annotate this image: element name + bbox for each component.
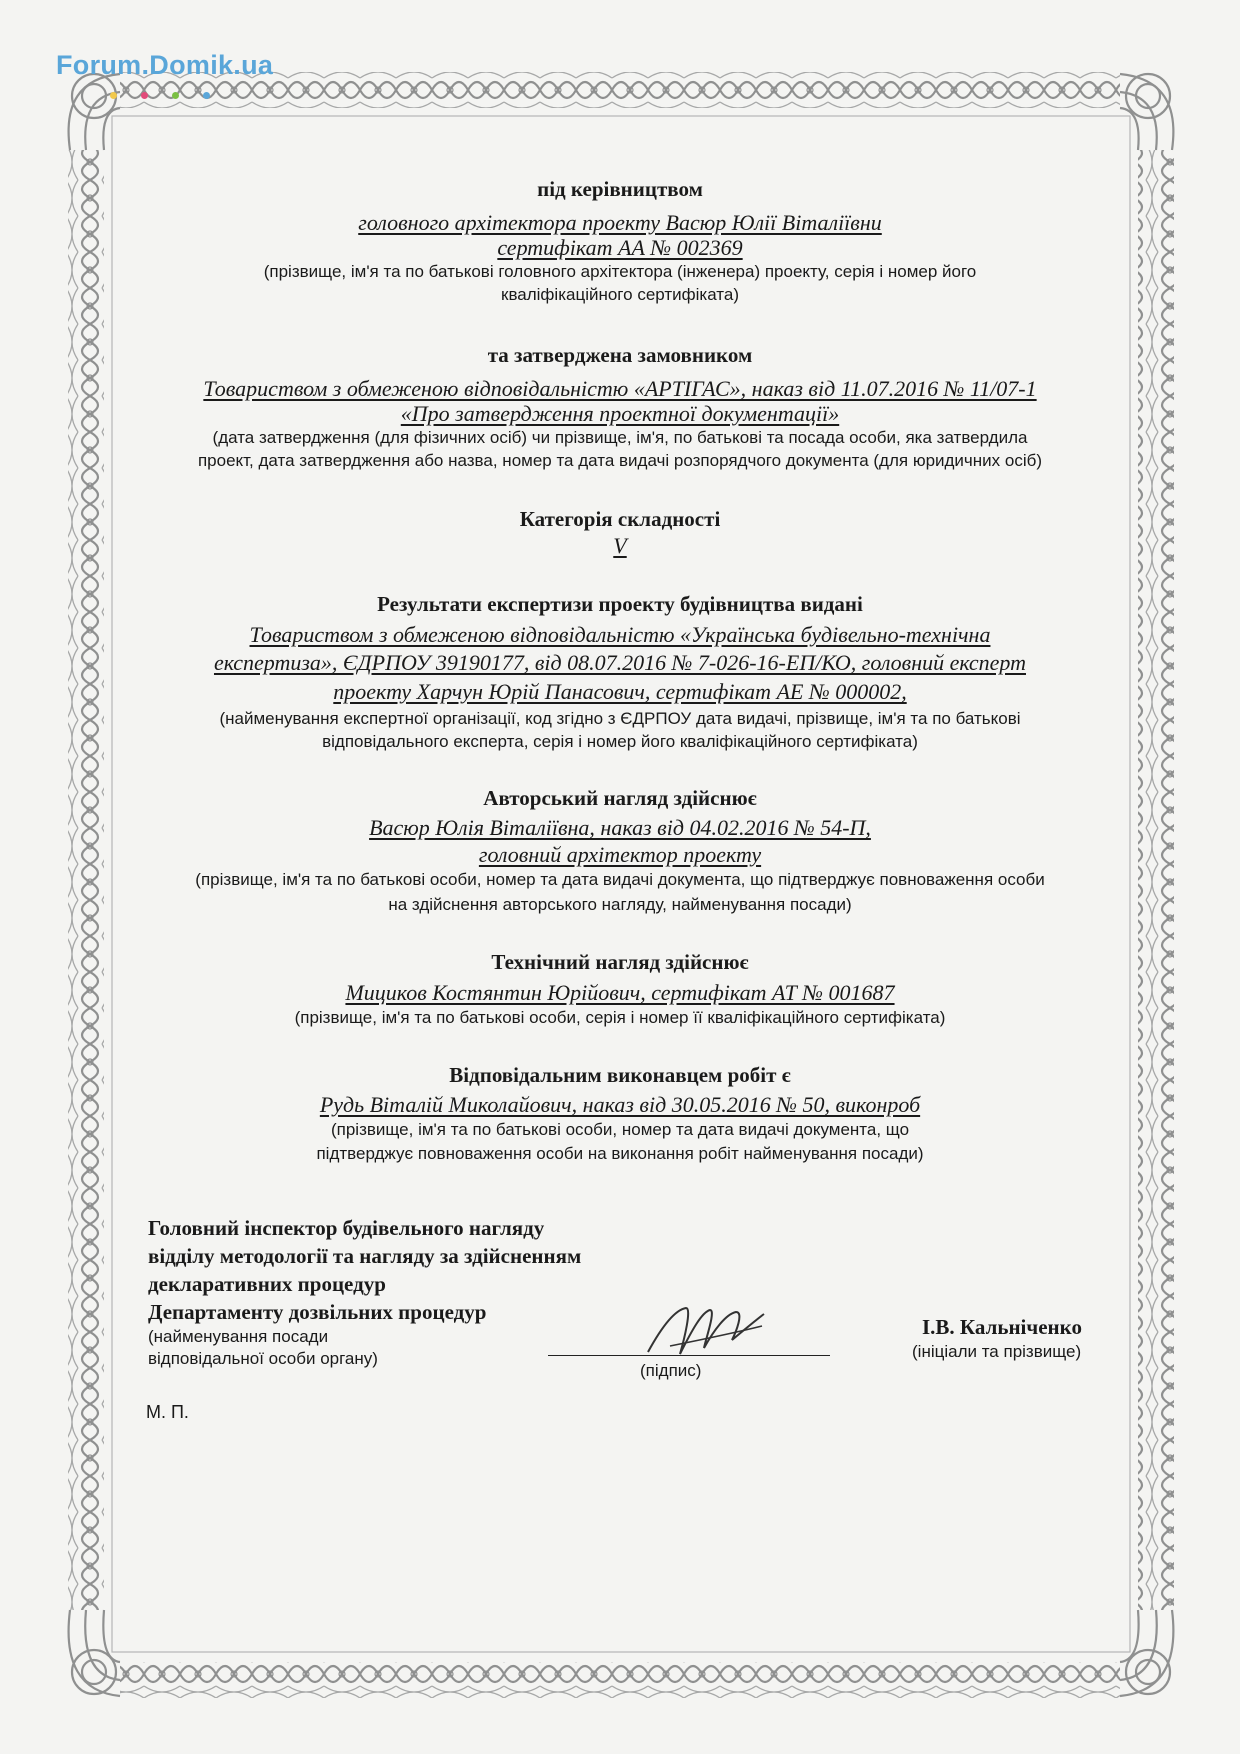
position-note-2: відповідальної особи органу) <box>148 1349 378 1368</box>
author-supervision-note-2: на здійснення авторського нагляду, найменування посади) <box>388 895 852 914</box>
chief-architect-line: головного архітектора проекту Васюр Юлії Віталіївни <box>358 210 882 235</box>
author-supervision-line-1: Васюр Юлія Віталіївна, наказ від 04.02.2016 № 54-П, <box>369 815 871 840</box>
approval-heading: та затверджена замовником <box>487 343 753 367</box>
expertise-heading: Результати експертизи проекту будівництва видані <box>377 592 863 616</box>
approval-note-1: (дата затвердження (для фізичних осіб) чи прізвище, ім'я, по батькові та посада особи, яка затвердила <box>212 428 1028 447</box>
author-supervision-heading: Авторський нагляд здійснює <box>483 786 757 810</box>
approval-line-1: Товариством з обмеженою відповідальністю «АРТІГАС», наказ від 11.07.2016 № 11/07-1 <box>203 376 1037 401</box>
expertise-note-2: відповідального експерта, серія і номер його кваліфікаційного сертифіката) <box>322 732 918 751</box>
approval-line-2: «Про затвердження проектної документації» <box>400 401 840 426</box>
management-note-2: кваліфікаційного сертифіката) <box>501 285 739 304</box>
expertise-line-1: Товариством з обмеженою відповідальністю «Українська будівельно-технічна <box>249 622 991 647</box>
expertise-line-2: експертиза», ЄДРПОУ 39190177, від 08.07.2016 № 7-026-16-ЕП/КО, головний експерт <box>213 650 1026 675</box>
signature-title-4: Департаменту дозвільних процедур <box>148 1300 487 1324</box>
watermark-dots <box>110 86 234 104</box>
signature-note: (підпис) <box>640 1361 702 1380</box>
signature-line <box>548 1355 830 1356</box>
signatory-name-note: (ініціали та прізвище) <box>912 1342 1082 1361</box>
signatory-name: І.В. Кальніченко <box>922 1315 1082 1339</box>
approval-note-2: проект, дата затвердження або назва, номер та дата видачі розпорядчого документа (для юридичних осіб) <box>197 451 1043 470</box>
expertise-note-1: (найменування експертної організації, код згідно з ЄДРПОУ дата видачі, прізвище, ім'я та по батькові <box>219 709 1021 728</box>
technical-supervision-line-1: Мициков Костянтин Юрійович, сертифікат АТ № 001687 <box>345 980 895 1005</box>
stamp-mark: М. П. <box>146 1402 189 1422</box>
watermark-logo: Forum.Domik.ua <box>56 50 274 80</box>
management-heading: під керівництвом <box>537 177 703 201</box>
author-supervision-note-1: (прізвище, ім'я та по батькові особи, номер та дата видачі документа, що підтверджує повноваження особи <box>195 870 1045 889</box>
expertise-line-3: проекту Харчун Юрій Панасович, сертифікат АЕ № 000002, <box>333 679 907 704</box>
signature-title-3: декларативних процедур <box>148 1272 386 1296</box>
architect-certificate-line: сертифікат АА № 002369 <box>497 235 743 260</box>
contractor-note-2: підтверджує повноваження особи на виконання робіт найменування посади) <box>316 1144 924 1163</box>
signature-title-2: відділу методології та нагляду за здійсненням <box>148 1244 582 1268</box>
author-supervision-line-2: головний архітектор проекту <box>478 842 762 867</box>
signature-title-1: Головний інспектор будівельного нагляду <box>148 1216 545 1240</box>
category-heading: Категорія складності <box>519 507 721 531</box>
category-value: V <box>613 533 627 558</box>
contractor-note-1: (прізвище, ім'я та по батькові особи, номер та дата видачі документа, що <box>330 1120 910 1139</box>
technical-supervision-heading: Технічний нагляд здійснює <box>491 950 749 974</box>
contractor-line-1: Рудь Віталій Миколайович, наказ від 30.05.2016 № 50, виконроб <box>319 1092 921 1117</box>
position-note-1: (найменування посади <box>148 1327 329 1346</box>
management-note-1: (прізвище, ім'я та по батькові головного архітектора (інженера) проекту, серія і номер його <box>263 262 977 281</box>
contractor-heading: Відповідальним виконавцем робіт є <box>449 1063 791 1087</box>
technical-supervision-note-1: (прізвище, ім'я та по батькові особи, серія і номер її кваліфікаційного сертифіката) <box>294 1008 946 1027</box>
signature-title-block <box>148 1214 708 1370</box>
